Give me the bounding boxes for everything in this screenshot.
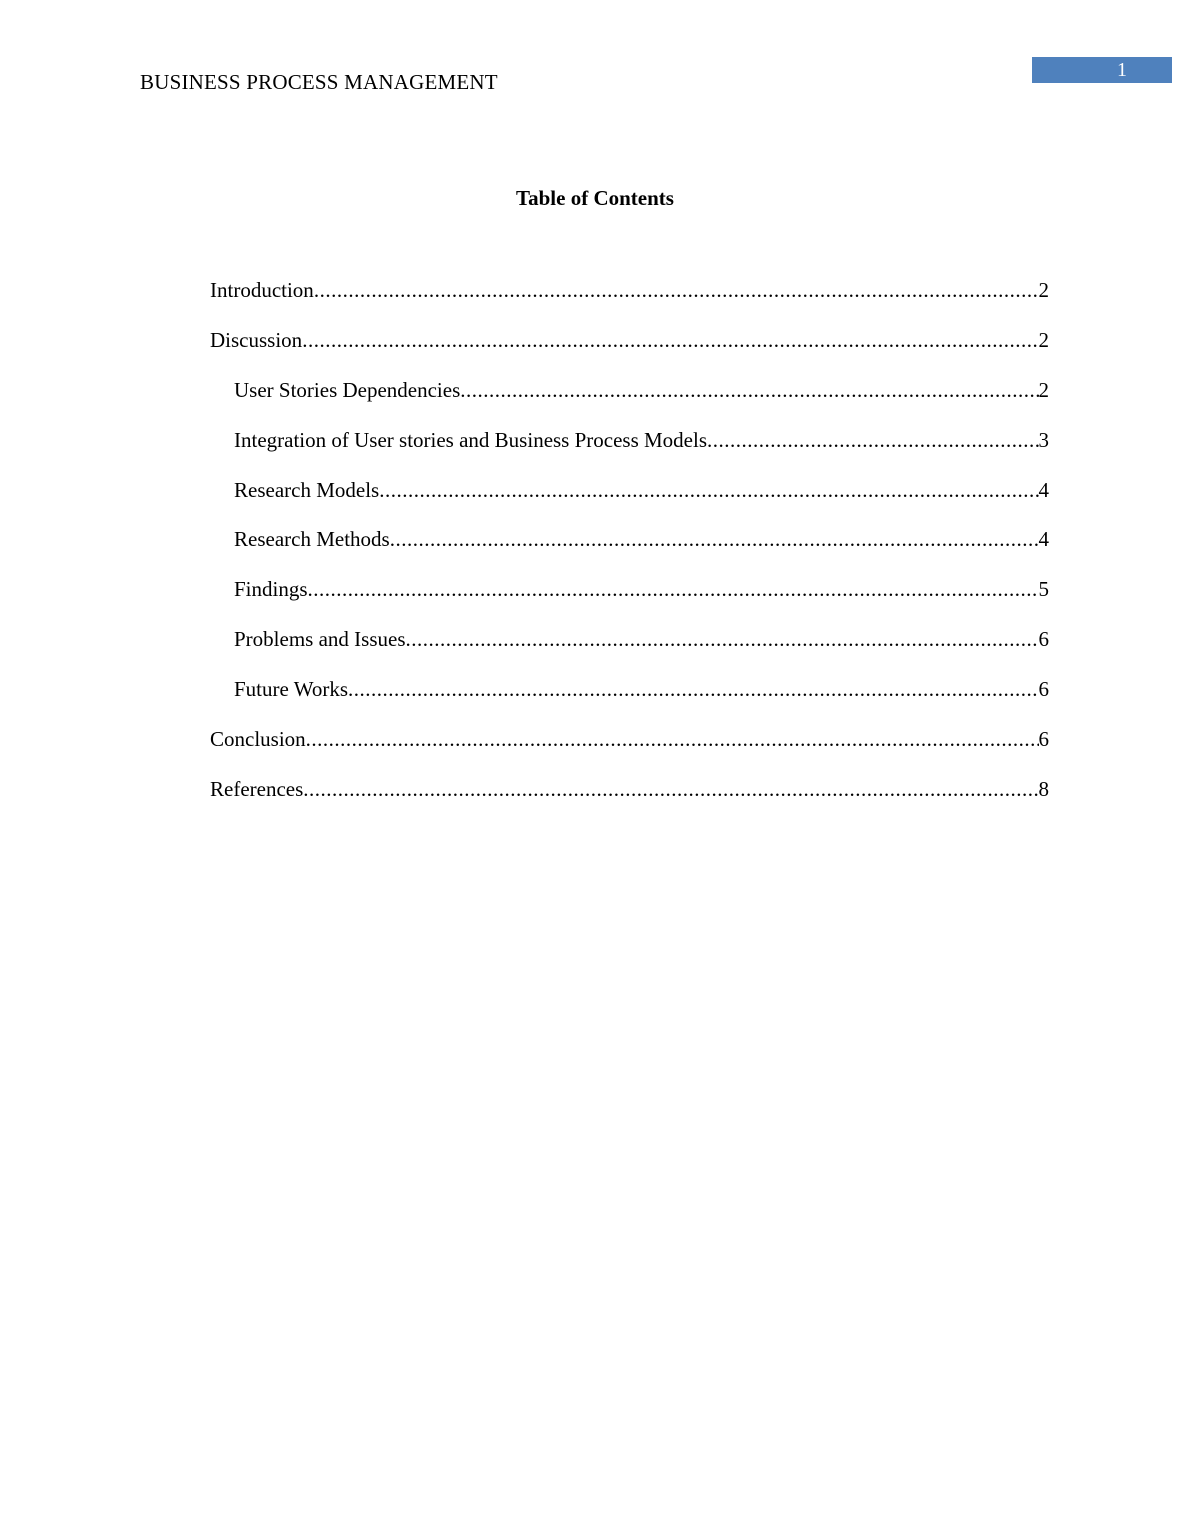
toc-entry-introduction[interactable] — [210, 278, 1049, 328]
toc-entry-conclusion[interactable] — [210, 727, 1049, 777]
toc-entry-label: Problems and Issues — [234, 627, 406, 652]
toc-entry-integration[interactable] — [210, 428, 1049, 478]
toc-entry-label: Future Works — [234, 677, 349, 702]
toc-entry-problems-and-issues[interactable] — [210, 627, 1049, 677]
toc-entry-label: Discussion — [210, 327, 303, 352]
toc-entry-research-methods[interactable] — [210, 527, 1049, 577]
toc-dot-leader — [303, 777, 1038, 802]
toc-entry-page: 6 — [1038, 627, 1049, 652]
toc-dot-leader — [406, 627, 1039, 652]
toc-entry-research-models[interactable] — [210, 478, 1049, 528]
toc-entry-label: User Stories Dependencies — [234, 377, 461, 402]
toc-title: Table of Contents — [516, 186, 674, 210]
toc-dot-leader — [348, 677, 1038, 702]
toc-entry-references[interactable] — [210, 777, 1049, 827]
toc-entry-findings[interactable] — [210, 577, 1049, 627]
toc-dot-leader — [460, 378, 1038, 403]
toc-entry-label: Integration of User stories and Business Process Models — [234, 427, 708, 452]
toc-dot-leader — [308, 577, 1039, 602]
toc-dot-leader — [306, 727, 1039, 752]
toc-entry-page: 2 — [1038, 327, 1049, 352]
toc-entry-future-works[interactable] — [210, 677, 1049, 727]
toc-list — [210, 278, 1049, 827]
toc-entry-label: Introduction — [210, 278, 314, 302]
toc-entry-page: 6 — [1038, 677, 1049, 702]
toc-entry-page: 3 — [1038, 427, 1049, 452]
toc-entry-page: 2 — [1038, 377, 1049, 402]
toc-entry-discussion[interactable] — [210, 328, 1049, 378]
toc-dot-leader — [707, 428, 1038, 453]
running-head-title: BUSINESS PROCESS MANAGEMENT — [140, 70, 498, 94]
toc-entry-page: 6 — [1038, 727, 1049, 752]
toc-entry-page: 8 — [1038, 776, 1049, 801]
toc-entry-label: Findings — [234, 577, 308, 602]
toc-entry-label: Research Models — [234, 477, 380, 502]
toc-entry-page: 4 — [1038, 527, 1049, 552]
toc-entry-label: Research Methods — [234, 527, 390, 552]
toc-entry-page: 5 — [1038, 577, 1049, 602]
toc-entry-label: References — [210, 776, 304, 801]
page-number-badge: 1 — [1032, 57, 1172, 83]
toc-dot-leader — [379, 478, 1038, 503]
toc-entry-page: 2 — [1038, 278, 1049, 302]
toc-dot-leader — [390, 527, 1039, 552]
toc-entry-user-stories-dependencies[interactable] — [210, 378, 1049, 428]
toc-entry-page: 4 — [1038, 477, 1049, 502]
toc-dot-leader — [302, 328, 1038, 353]
toc-dot-leader — [314, 278, 1039, 303]
toc-entry-label: Conclusion — [210, 727, 306, 752]
